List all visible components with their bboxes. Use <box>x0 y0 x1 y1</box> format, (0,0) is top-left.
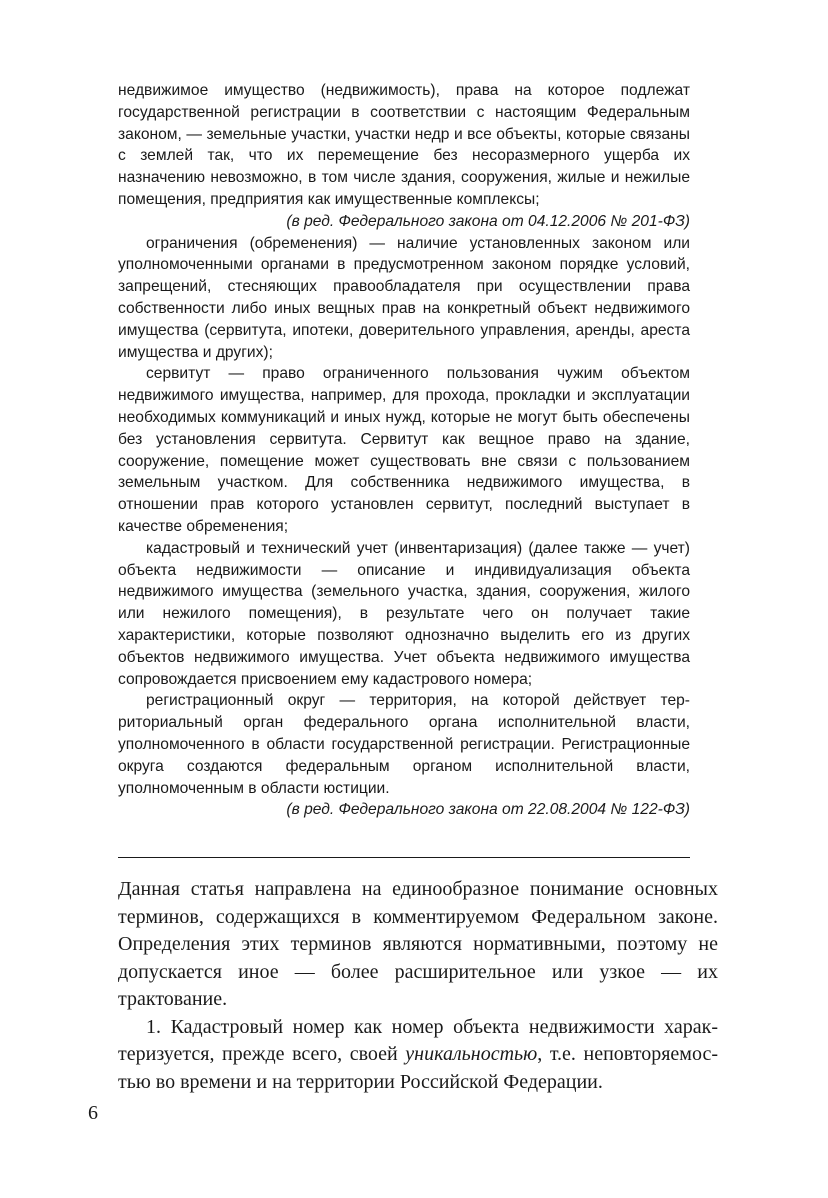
law-paragraph-real-estate: недвижимое имущество (недвижимость), права на которое подлежат государственной регистрации в соответствии с настоящим Федеральным законом, — земельные участки, участки недр и все объекты, которые связаны с землей так, что их перемещение без несоразмерного ущерба их назначению невозможно, в том числе здания, сооружения, жилые и нежилые помещения, предприятия как имущественные комплексы; <box>118 82 690 208</box>
law-excerpt <box>118 80 690 821</box>
emphasized-term: уникальностью <box>405 1043 538 1065</box>
commentary-paragraph: Данная статья направлена на единообразное понимание основных терминов, содержащихся в комментируемом Федеральном законе. Определения этих терминов являются нормативными, поэтому не допускается иное — более расширительное или узкое — их трактование. <box>118 878 718 1010</box>
page-number: 6 <box>88 1102 98 1124</box>
commentary-paragraph <box>118 1014 718 1097</box>
amendment-note: (в ред. Федерального закона от 22.08.2004 № 122-ФЗ) <box>286 801 690 819</box>
commentary-text-end: , т.е. неповторяемостью во времени и на территории Российской Федерации. <box>118 1043 718 1093</box>
commentary-text <box>118 876 718 1096</box>
section-divider <box>118 857 690 858</box>
law-paragraph-registration-district: регистрационный округ — территория, на которой действует территориальный орган федерального органа исполнительной власти, уполномоченного в области государственной регистрации. Регистрационные округа создаются федеральным органом исполнительной власти, уполномоченным в области юстиции. <box>118 692 690 797</box>
law-paragraph-cadastral-accounting: кадастровый и технический учет (инвентаризация) (далее также — учет) объекта недвижимости — описание и индивидуализация объекта недвижимого имущества (земельного участка, здания, сооружения, жилого или нежилого помещения), в результате чего он получает такие характеристики, которые позволяют однозначно выделить его из других объектов недвижимого имущества. Учет объекта недвижимого имущества сопровождается присвоением ему кадастрового номера; <box>118 539 690 688</box>
law-paragraph-servitude: сервитут — право ограниченного пользования чужим объектом недвижимого имущества, например, для прохода, прокладки и эксплуатации необходимых коммуникаций и иных нужд, которые не могут быть обеспечены без установления сервитута. Сервитут как вещное право на здание, сооружение, помещение может существовать вне связи с пользованием земельным участком. Для собственника недвижимого имущества, в отношении прав которого установлен сервитут, последний выступает в качестве обременения; <box>118 365 690 535</box>
law-paragraph-encumbrances: ограничения (обременения) — наличие установленных законом или уполномоченными органами в предусмотренном законом порядке условий, запрещений, стесняющих правообладателя при осуществлении права собственности либо иных вещных прав на конкретный объект недвижимого имущества (сервитута, ипотеки, доверительного управления, аренды, ареста имущества и других); <box>118 234 690 361</box>
amendment-note: (в ред. Федерального закона от 04.12.2006 № 201-ФЗ) <box>286 212 690 230</box>
commentary-text-start: 1. Кадастровый номер как номер объекта недвижимости характеризуется, прежде всего, своей <box>118 1015 718 1065</box>
